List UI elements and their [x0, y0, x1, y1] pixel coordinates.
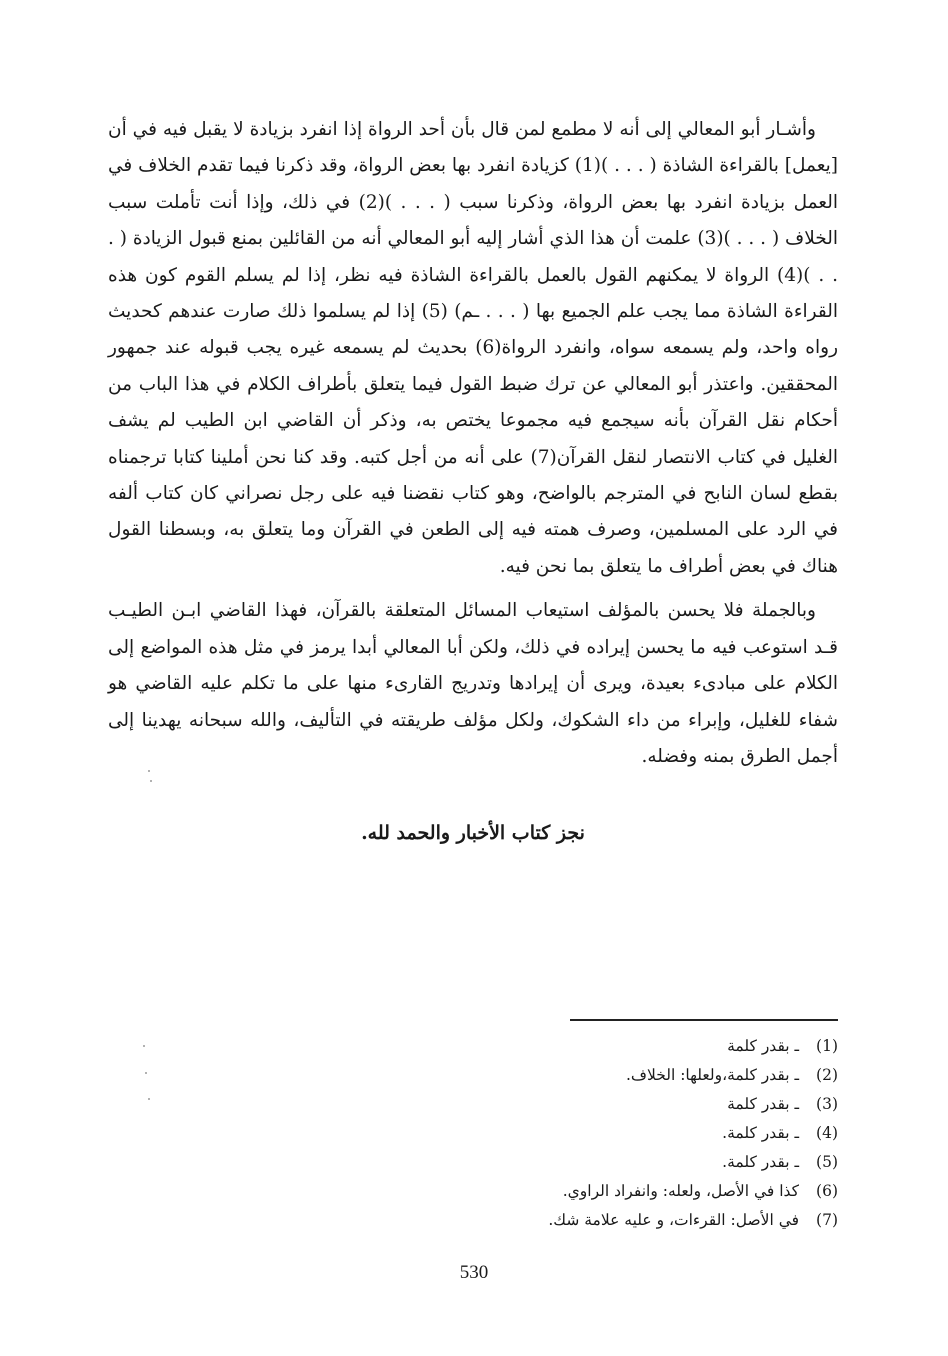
page-number: 530: [459, 1262, 489, 1283]
footnote-text: ـ بقدر كلمة،ولعلها: الخلاف.: [625, 1066, 800, 1084]
footnote-text: كذا في الأصل، ولعله: وانفراد الراوي.: [562, 1182, 800, 1200]
footnote-item: [300, 1061, 838, 1090]
footnote-item: [300, 1090, 838, 1119]
scan-speck: [148, 770, 150, 772]
main-text: [108, 112, 838, 775]
footnote-number: (1): [816, 1037, 838, 1055]
footnote-item: [300, 1177, 838, 1206]
footnotes: [300, 1032, 838, 1235]
scan-speck: [143, 1045, 145, 1047]
footnote-text: ـ بقدر كلمة.: [722, 1153, 800, 1171]
footnote-item: [300, 1119, 838, 1148]
footnote-divider: [570, 1019, 838, 1021]
footnote-number: (2): [816, 1066, 838, 1084]
footnote-text: في الأصل: القرءات، و عليه علامة شك.: [548, 1211, 800, 1229]
footnote-item: [300, 1206, 838, 1235]
footnote-item: [300, 1032, 838, 1061]
footnote-text: ـ بقدر كلمة: [727, 1037, 800, 1055]
footnote-number: (5): [816, 1153, 838, 1171]
footnote-text: ـ بقدر كلمة.: [722, 1124, 800, 1142]
footnote-number: (3): [816, 1095, 838, 1113]
colophon: نجز كتاب الأخبار والحمد لله.: [361, 822, 585, 844]
paragraph-1: وأشـار أبو المعالي إلى أنه لا مطمع لمن قال بأن أحد الرواة إذا انفرد بزيادة لا يقبل فيه في أن [يعمل] بالقراءة الشاذة ( . . . )(1) كزيادة انفرد بها بعض الرواة، وقد ذكرنا فيما تقدم الخلاف في العمل بزيادة انفرد بها بعض الرواة، وذكرنا سبب ( . . . )(2) في ذلك، وإذا أنت تأملت سبب الخلاف ( . . . )(3) علمت أن هذا الذي أشار إليه أبو المعالي أنه من القائلين بمنع قبول الزيادة ( . . . )(4) الرواة لا يمكنهم القول بالعمل بالقراءة الشاذة فيه نظر، إذا لم يسلم القوم كون هذه القراءة الشاذة مما يجب علم الجميع بها ( . . . ـم) (5) إذا لم يسلموا ذلك صارت عندهم كحديث رواه واحد، ولم يسمعه سواه، وانفرد الرواة(6) بحديث لم يسمعه غيره يجب قبوله عند جمهور المحققين. واعتذر أبو المعالي عن ترك ضبط القول فيما يتعلق بأطراف الكلام في هذا الباب من أحكام نقل القرآن بأنه سيجمع فيه مجموعا يختص به، وذكر أن القاضي ابن الطيب لم يشف الغليل في كتاب الانتصار لنقل القرآن(7) على أنه من أجل كتبه. وقد كنا نحن أملينا كتابا ترجمناه بقطع لسان النابح في المترجم بالواضح، وهو كتاب نقضنا فيه على رجل نصراني كان كتاب ألفه في الرد على المسلمين، وصرف همته فيه إلى الطعن في القرآن وما يتعلق به، وبسطنا القول هناك في بعض أطراف ما يتعلق بما نحن فيه.: [108, 119, 839, 577]
scan-speck: [148, 1098, 150, 1100]
footnote-text: ـ بقدر كلمة: [727, 1095, 800, 1113]
footnote-number: (4): [816, 1124, 838, 1142]
scan-speck: [150, 780, 152, 782]
footnote-item: [300, 1148, 838, 1177]
paragraph-2: وبالجملة فلا يحسن بالمؤلف استيعاب المسائل المتعلقة بالقرآن، فهذا القاضي ابـن الطيـب قـد استوعب فيه ما يحسن إيراده في ذلك، ولكن أبا المعالي أبدا يرمز في مثل هذه المواضع إلى الكلام على مبادىء بعيدة، ويرى أن إيرادها وتدريج القارىء منها على ما تكلم عليه القاضي هو شفاء للغليل، وإبراء من داء الشكوك، ولكل مؤلف طريقته في التأليف، والله سبحانه يهدينا إلى أجمل الطرق بمنه وفضله.: [108, 600, 838, 767]
scan-speck: [145, 1072, 147, 1074]
footnote-number: (6): [816, 1182, 838, 1200]
footnote-number: (7): [816, 1211, 838, 1229]
